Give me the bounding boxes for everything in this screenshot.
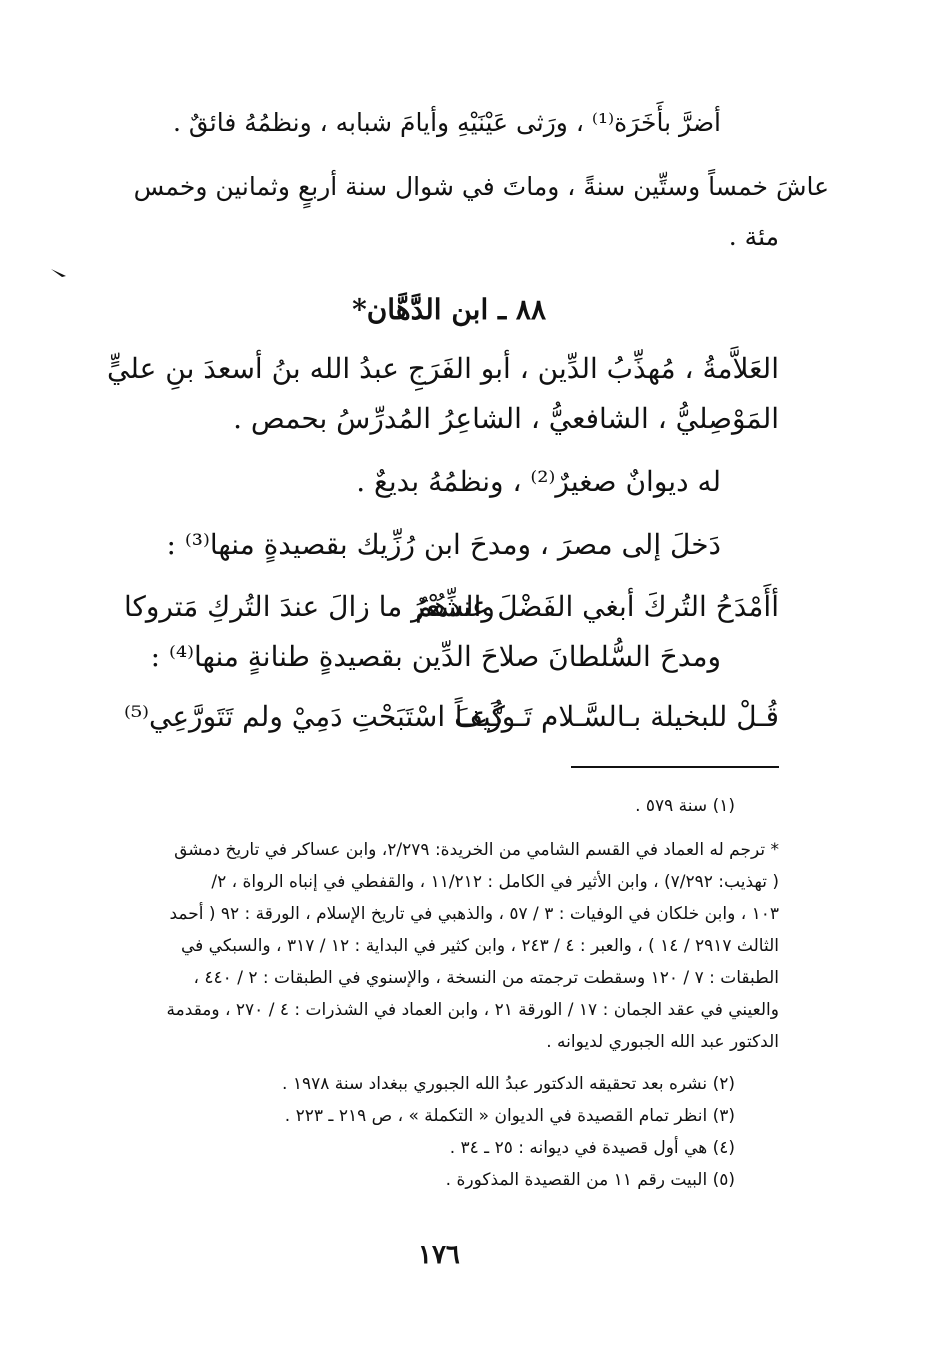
footnote-star-line-5: الطبقات : ٧ / ١٢٠ وسقطت ترجمته من النسخة ، والإسنوي في الطبقات : ٢ / ٤٤٠ ، bbox=[193, 968, 779, 988]
entry-heading: ٨٨ ـ ابن الدَّهَّان* bbox=[352, 293, 546, 326]
footnote-star-line-4: الثالث ٢٩١٧ / ١٤ ) ، والعبر : ٤ / ٢٤٣ ، وابن كثير في البداية : ١٢ / ٣١٧ ، والسبكي في bbox=[180, 936, 779, 956]
verse-1-second-hemistich: والشِّعْرُ ما زالَ عندَ التُركِ مَتروكا bbox=[124, 590, 495, 623]
footnote-2: (٢) نشره بعد تحقيقه الدكتور عبدُ الله الجبوري ببغداد سنة ١٩٧٨ . bbox=[282, 1074, 735, 1094]
verse-2-second-hemistich: كَيفَ اسْتَبَحْتِ دَمِيْ ولم تَتَورَّعِي⁽⁵⁾ bbox=[124, 700, 505, 733]
body-line-3: مئة . bbox=[728, 222, 779, 251]
footnote-star-line-2: ( تهذيب: ٧/٢٩٢) ، وابن الأثير في الكامل : ١١/٢١٢ ، والقفطي في إنباه الرواة ، ٢/ bbox=[211, 872, 779, 892]
footnote-star-line-1: * ترجم له العماد في القسم الشامي من الخريدة: ٢/٢٧٩، وابن عساكر في تاريخ دمشق bbox=[174, 840, 779, 860]
footnote-star-line-7: الدكتور عبد الله الجبوري لديوانه . bbox=[546, 1032, 779, 1052]
entry-diwan-line: له ديوانٌ صغيرٌ⁽²⁾ ، ونظمُهُ بديعٌ . bbox=[356, 465, 721, 498]
footnote-3: (٣) انظر تمام القصيدة في الديوان « التكملة » ، ص ٢١٩ ـ ٢٢٣ . bbox=[284, 1106, 735, 1126]
page-number: ١٧٦ bbox=[418, 1240, 460, 1270]
footnote-star-line-6: والعيني في عقد الجمان : ١٧ / الورقة ٢١ ، وابن العماد في الشذرات : ٤ / ٢٧٠ ، ومقدمة bbox=[166, 1000, 779, 1020]
entry-sultan-line: ومدحَ السُّلطانَ صلاحَ الدِّين بقصيدةٍ طنانةٍ منها⁽⁴⁾ : bbox=[150, 640, 721, 673]
footnote-star-line-3: ١٠٣ ، وابن خلكان في الوفيات : ٣ / ٥٧ ، والذهبي في تاريخ الإسلام ، الورقة : ٩٢ ( أحمد bbox=[169, 904, 779, 924]
footnote-1: (١) سنة ٥٧٩ . bbox=[635, 796, 735, 816]
footnote-5: (٥) البيت رقم ١١ من القصيدة المذكورة . bbox=[445, 1170, 735, 1190]
body-line-1: أضرَّ بأَخَرَة⁽¹⁾ ، ورَثى عَيْنَيْهِ وأيامَ شبابه ، ونظمُهُ فائقٌ . bbox=[173, 108, 721, 137]
footnote-4: (٤) هي أول قصيدة في ديوانه : ٢٥ ـ ٣٤ . bbox=[449, 1138, 735, 1158]
entry-egypt-line: دَخلَ إلى مصرَ ، ومدحَ ابن رُزِّيك بقصيدةٍ منها⁽³⁾ : bbox=[166, 528, 721, 561]
margin-mark bbox=[50, 268, 68, 278]
entry-intro-line-2: المَوْصِليُّ ، الشافعيُّ ، الشاعِرُ المُدرِّسُ بحمص . bbox=[233, 402, 779, 435]
verse-1-first-hemistich: أأَمْدَحُ التُركَ أبغي الفَضْلَ عندهُمُ bbox=[415, 590, 779, 623]
entry-intro-line-1: العَلاَّمةُ ، مُهذِّبُ الدِّين ، أبو الفَرَجِ عبدُ الله بنُ أسعدَ بنِ عليٍّ bbox=[107, 352, 779, 385]
footnote-separator bbox=[571, 766, 779, 768]
body-line-2: عاشَ خمساً وستِّين سنةً ، وماتَ في شوال سنة أربعٍ وثمانين وخمس bbox=[133, 172, 829, 201]
verse-2-first-hemistich: قُـلْ للبخيلة بـالسَّـلام تَـورُّعـاً bbox=[454, 700, 779, 733]
